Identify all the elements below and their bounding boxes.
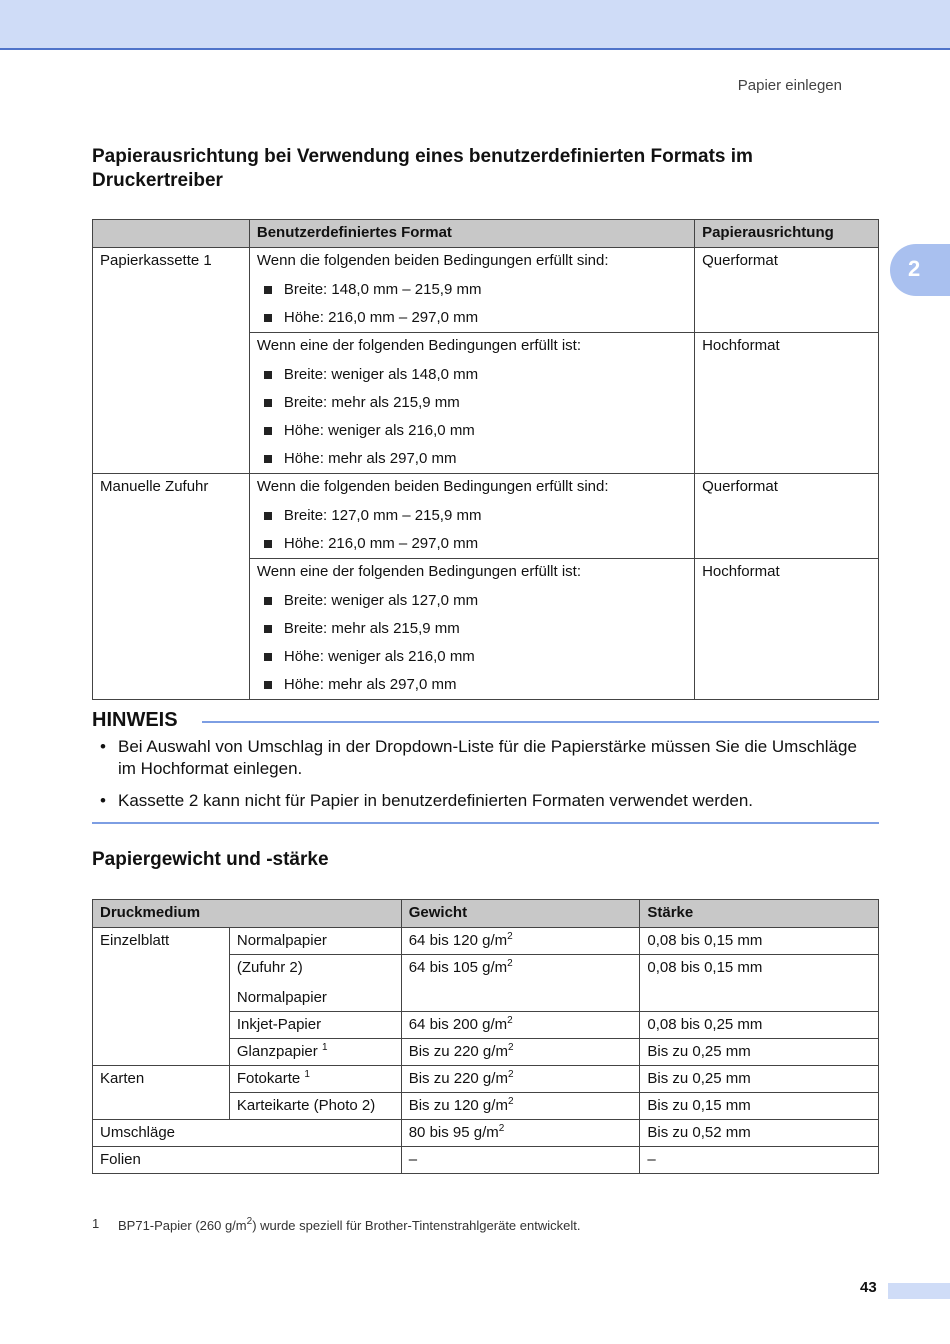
superscript: 2 — [507, 1069, 514, 1080]
orientation-cell: Hochformat — [695, 559, 879, 700]
column-header: Stärke — [640, 900, 879, 928]
square-bullet-icon — [264, 455, 272, 463]
table-row — [93, 928, 879, 955]
footnote-number: 1 — [92, 1216, 100, 1231]
superscript: 2 — [507, 931, 513, 942]
list-item — [250, 276, 694, 304]
media-cell: Normalpapier — [229, 928, 401, 955]
thickness-cell: – — [640, 1147, 879, 1174]
note-item: • Kassette 2 kann nicht für Papier in benutzerdefinierten Formaten verwendet werden. — [100, 790, 860, 812]
media-group-cell: Umschläge — [93, 1120, 402, 1147]
square-bullet-icon — [264, 625, 272, 633]
thickness-cell: Bis zu 0,25 mm — [640, 1066, 879, 1093]
superscript: 2 — [507, 958, 513, 969]
list-item — [250, 587, 694, 615]
orientation-cell: Querformat — [695, 474, 879, 559]
paper-source-cell: Manuelle Zufuhr — [93, 474, 250, 700]
weight-value: 80 bis 95 g/m — [408, 1124, 499, 1141]
condition-cell — [249, 248, 694, 333]
weight-cell — [401, 1093, 640, 1120]
media-cell — [229, 955, 401, 1012]
chapter-tab — [890, 244, 950, 296]
list-item-text: Höhe: weniger als 216,0 mm — [283, 422, 475, 439]
condition-text: Wenn eine der folgenden Bedingungen erfüllt ist: — [256, 563, 581, 580]
table-row — [93, 248, 879, 333]
table-row — [93, 1147, 879, 1174]
square-bullet-icon — [264, 597, 272, 605]
condition-text: Wenn die folgenden beiden Bedingungen erfüllt sind: — [256, 252, 609, 269]
table-row — [93, 474, 879, 559]
table-row — [93, 1120, 879, 1147]
condition-text: Wenn eine der folgenden Bedingungen erfüllt ist: — [256, 337, 581, 354]
footnote-ref: 1 — [304, 1069, 310, 1080]
orientation-cell: Querformat — [695, 248, 879, 333]
column-header: Benutzerdefiniertes Format — [249, 220, 694, 248]
thickness-cell: Bis zu 0,25 mm — [640, 1039, 879, 1066]
list-item — [250, 361, 694, 389]
weight-cell — [401, 1012, 640, 1039]
condition-cell — [249, 333, 694, 474]
section-title-orientation: Papierausrichtung bei Verwendung eines benutzerdefinierten Formats im Druckertreiber — [92, 146, 753, 191]
list-item-text: Breite: weniger als 148,0 mm — [283, 366, 479, 383]
square-bullet-icon — [264, 399, 272, 407]
list-item — [250, 530, 694, 558]
media-group-cell: Folien — [93, 1147, 402, 1174]
note-header — [92, 709, 879, 735]
list-item-text: Breite: 127,0 mm – 215,9 mm — [283, 507, 482, 524]
condition-cell — [249, 474, 694, 559]
media-name: Glanzpapier — [236, 1043, 322, 1060]
weight-cell — [401, 955, 640, 1012]
table-row — [93, 1066, 879, 1093]
weight-cell — [401, 928, 640, 955]
list-item — [250, 502, 694, 530]
square-bullet-icon — [264, 540, 272, 548]
footnote-text-part: BP71-Papier (260 g/m — [118, 1218, 247, 1233]
thickness-cell: 0,08 bis 0,15 mm — [640, 955, 879, 1012]
column-header: Gewicht — [401, 900, 640, 928]
paper-source-cell: Papierkassette 1 — [93, 248, 250, 474]
thickness-cell: 0,08 bis 0,25 mm — [640, 1012, 879, 1039]
list-item — [250, 304, 694, 332]
footnote-text — [118, 1218, 580, 1233]
note-title: HINWEIS — [92, 709, 178, 731]
note-list — [100, 736, 860, 822]
note-divider — [92, 822, 879, 824]
media-cell — [229, 1039, 401, 1066]
footnote-text-part: ) wurde speziell für Brother-Tintenstrahlgeräte entwickelt. — [252, 1218, 581, 1233]
media-cell: Karteikarte (Photo 2) — [229, 1093, 401, 1120]
weight-table — [92, 899, 879, 1174]
square-bullet-icon — [264, 512, 272, 520]
list-item-text: Höhe: weniger als 216,0 mm — [283, 648, 475, 665]
list-item — [250, 671, 694, 699]
weight-cell: – — [401, 1147, 640, 1174]
superscript: 2 — [507, 1015, 513, 1026]
page-number-band — [888, 1283, 950, 1299]
thickness-cell: Bis zu 0,15 mm — [640, 1093, 879, 1120]
list-item-text: Höhe: 216,0 mm – 297,0 mm — [283, 535, 479, 552]
square-bullet-icon — [264, 371, 272, 379]
weight-cell — [401, 1120, 640, 1147]
list-item-text: Breite: mehr als 215,9 mm — [283, 620, 460, 637]
thickness-cell: 0,08 bis 0,15 mm — [640, 928, 879, 955]
table-header-row — [93, 220, 879, 248]
note-item: • Bei Auswahl von Umschlag in der Dropdown-Liste für die Papierstärke müssen Sie die Umschläge im Hochformat einlegen. — [100, 736, 860, 780]
superscript: 2 — [498, 1123, 505, 1134]
running-head: Papier einlegen — [737, 77, 842, 94]
list-item-text: Breite: mehr als 215,9 mm — [283, 394, 460, 411]
square-bullet-icon — [264, 427, 272, 435]
weight-value: 64 bis 105 g/m — [408, 959, 508, 976]
list-item — [250, 389, 694, 417]
list-item — [250, 445, 694, 473]
media-group-cell: Einzelblatt — [93, 928, 230, 1066]
table-header-row — [93, 900, 879, 928]
superscript: 2 — [507, 1096, 514, 1107]
condition-cell — [249, 559, 694, 700]
chapter-number: 2 — [908, 256, 921, 281]
media-line: (Zufuhr 2) — [236, 959, 303, 976]
section-title-weight: Papiergewicht und -stärke — [92, 849, 329, 870]
list-item-text: Höhe: mehr als 297,0 mm — [283, 676, 457, 693]
square-bullet-icon — [264, 286, 272, 294]
weight-cell — [401, 1039, 640, 1066]
media-name: Fotokarte — [236, 1070, 305, 1087]
list-item — [250, 417, 694, 445]
weight-value: 64 bis 200 g/m — [408, 1016, 508, 1033]
weight-value: 64 bis 120 g/m — [408, 932, 508, 949]
column-header: Druckmedium — [93, 900, 402, 928]
thickness-cell: Bis zu 0,52 mm — [640, 1120, 879, 1147]
list-item — [250, 643, 694, 671]
weight-cell — [401, 1066, 640, 1093]
square-bullet-icon — [264, 314, 272, 322]
page-number: 43 — [860, 1279, 877, 1296]
weight-value: Bis zu 220 g/m — [408, 1043, 508, 1060]
list-item-text: Höhe: mehr als 297,0 mm — [283, 450, 457, 467]
square-bullet-icon — [264, 653, 272, 661]
orientation-table — [92, 219, 879, 700]
condition-text: Wenn die folgenden beiden Bedingungen erfüllt sind: — [256, 478, 609, 495]
weight-value: Bis zu 120 g/m — [408, 1097, 508, 1114]
header-band — [0, 0, 950, 50]
media-cell — [229, 1066, 401, 1093]
weight-value: Bis zu 220 g/m — [408, 1070, 508, 1087]
square-bullet-icon — [264, 681, 272, 689]
orientation-cell: Hochformat — [695, 333, 879, 474]
footnote-ref: 1 — [321, 1042, 328, 1053]
media-cell: Inkjet-Papier — [229, 1012, 401, 1039]
superscript: 2 — [246, 1216, 253, 1227]
column-header: Papierausrichtung — [695, 220, 879, 248]
list-item-text: Breite: weniger als 127,0 mm — [283, 592, 479, 609]
list-item-text: Breite: 148,0 mm – 215,9 mm — [283, 281, 482, 298]
note-divider — [202, 721, 879, 723]
list-item — [250, 615, 694, 643]
column-header — [93, 220, 250, 248]
list-item-text: Höhe: 216,0 mm – 297,0 mm — [283, 309, 479, 326]
media-line: Normalpapier — [236, 989, 327, 1006]
superscript: 2 — [507, 1042, 514, 1053]
media-group-cell: Karten — [93, 1066, 230, 1120]
